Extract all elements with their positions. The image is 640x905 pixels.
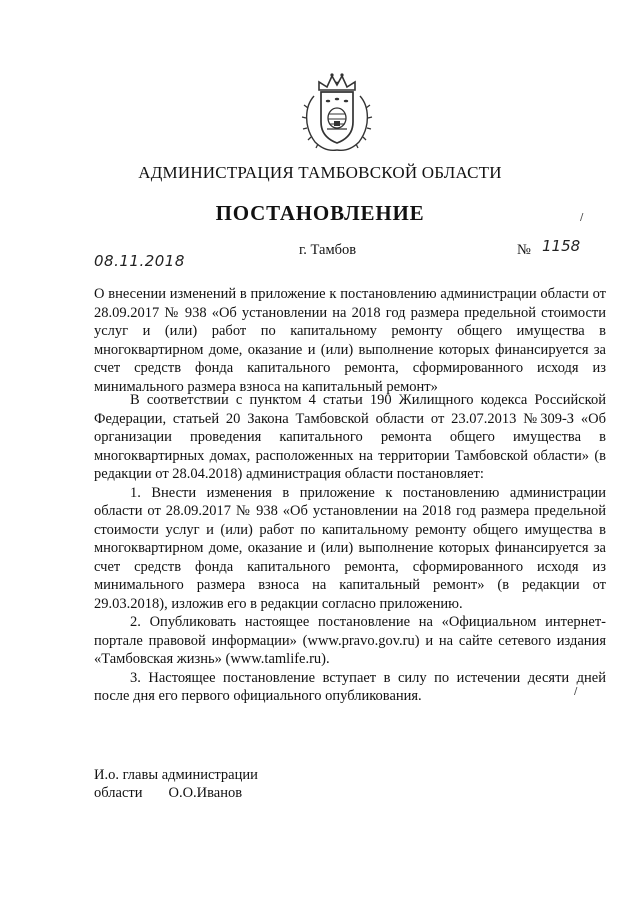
pen-mark: / xyxy=(574,686,578,697)
city-label: г. Тамбов xyxy=(299,242,357,258)
body-item-2: 2. Опубликовать настоящее постановление на «Официальном интернет-портале правовой информации» (www.pravo.gov.ru) и на сайте сетевого издания «Тамбовская жизнь» (www.tamlife.ru). xyxy=(94,614,606,667)
number-label: № xyxy=(517,242,531,258)
signature-block xyxy=(94,766,258,802)
document-number: 1158 xyxy=(542,237,581,255)
pen-mark: / xyxy=(580,212,584,223)
organization-name: АДМИНИСТРАЦИЯ ТАМБОВСКОЙ ОБЛАСТИ xyxy=(138,163,502,182)
signer-position-line1: И.о. главы администрации xyxy=(94,767,258,783)
document-date: 08.11.2018 xyxy=(94,252,185,270)
body-item-3: 3. Настоящее постановление вступает в силу по истечении десяти дней после дня его первого официального опубликования. xyxy=(94,669,606,704)
preamble-paragraph: В соответствии с пунктом 4 статьи 190 Жилищного кодекса Российской Федерации, статьей 20 Закона Тамбовской области от 23.07.2013 №309-З «Об организации проведения капитального ремонта общего имущества в многоквартирных домах, расположенных на территории Тамбовской области» (в редакции от 28.04.2018) администрация области постановляет: xyxy=(94,392,606,482)
body-item-1: 1. Внести изменения в приложение к постановлению администрации области от 28.09.2017 № 938 «Об установлении на 2018 год размера предельной стоимости услуг и (или) работ по капитальному ремонту общего имущества в многоквартирном доме, оказание и (или) выполнение которых финансируется за счет средств фонда капитального ремонта, сформированного исходя из минимального размера взноса на капитальный ремонт» (в редакции от 29.03.2018), изложив его в редакции согласно приложению. xyxy=(94,484,606,612)
document-subject: О внесении изменений в приложение к постановлению администрации области от 28.09.2017 № 938 «Об установлении на 2018 год размера предельной стоимости услуг и (или) работ по капитальному ремонту общего имущества в многоквартирном доме, оказание и (или) выполнение которых финансируется за счет средств фонда капитального ремонта, сформированного исходя из минимального размера взноса на капитальный ремонт» xyxy=(94,286,606,395)
signer-name: О.О.Иванов xyxy=(168,785,243,801)
coat-of-arms-emblem xyxy=(297,68,377,154)
signer-position-line2: области xyxy=(94,785,143,801)
document-body xyxy=(94,391,606,706)
document-type-title: ПОСТАНОВЛЕНИЕ xyxy=(215,201,425,225)
